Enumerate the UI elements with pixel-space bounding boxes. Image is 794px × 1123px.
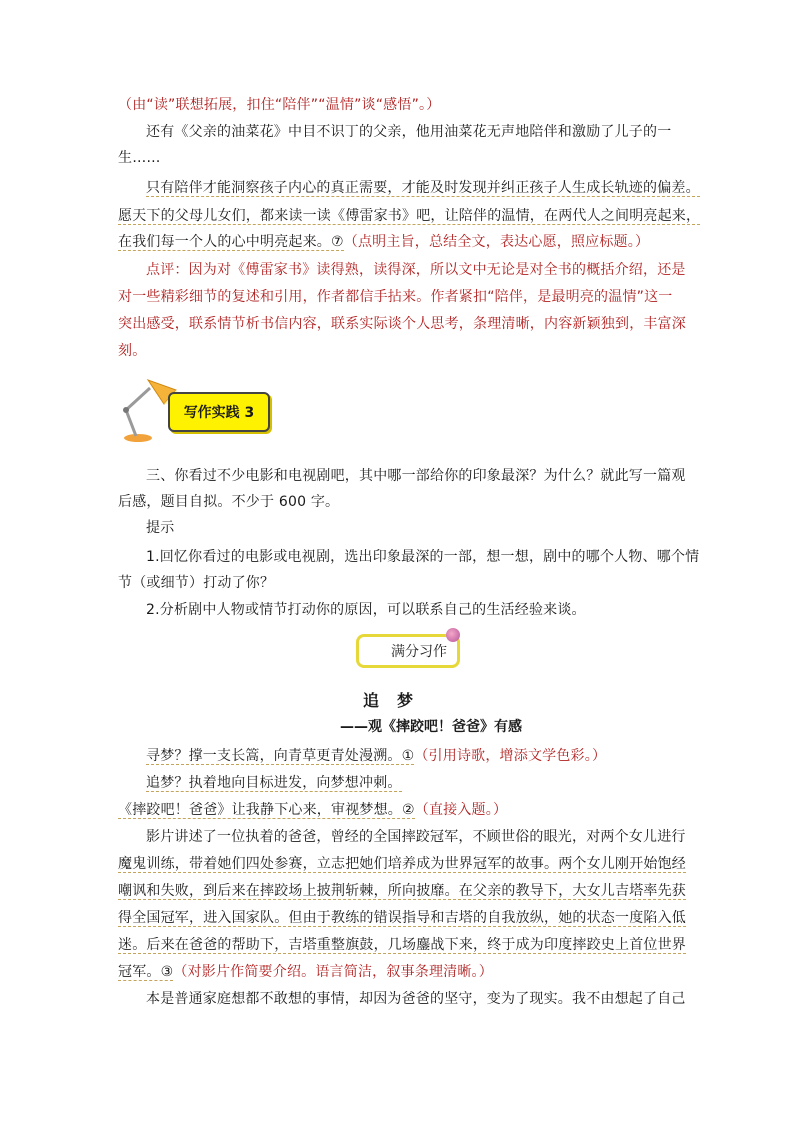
underlined-text: 迷。后来在爸爸的帮助下，吉塔重整旗鼓，几场鏖战下来，终于成为印度摔跤史上首位世界 (118, 937, 686, 953)
paragraph-line (118, 230, 678, 254)
badge-ornament-icon (446, 628, 460, 642)
comment-line: 突出感受，联系情节析书信内容，联系实际谈个人思考，条理清晰，内容新颖独到，丰富深 (118, 316, 686, 332)
hint-line: 1.回忆你看过的电影或电视剧，选出印象最深的一部，想一想，剧中的哪个人物、哪个情 (146, 549, 700, 565)
essay-line (118, 879, 686, 903)
section-label: 写作实践 3 (183, 405, 255, 421)
underlined-text: 嘲讽和失败，到后来在摔跤场上披荆斩棘，所向披靡。在父亲的教导下，大女儿吉塔率先获 (118, 883, 686, 899)
underlined-text: 《摔跤吧！爸爸》让我静下心来，审视梦想。② (118, 802, 415, 818)
essay-line (118, 798, 678, 822)
essay-title: 追梦 (362, 691, 431, 710)
comment-line: 点评：因为对《傅雷家书》读得熟，读得深，所以文中无论是对全书的概括介绍，还是 (146, 262, 686, 278)
hint-label: 提示 (146, 520, 175, 536)
essay-line: 影片讲述了一位执着的爸爸，曾经的全国摔跤冠军，不顾世俗的眼光，对两个女儿进行 (146, 829, 686, 845)
section-header (168, 392, 270, 432)
comment-line: 对一些精彩细节的复述和引用，作者都信手拈来。作者紧扣“陪伴，是最明亮的温情”这一 (118, 289, 673, 305)
paragraph-line (118, 204, 701, 228)
underlined-text: 得全国冠军，进入国家队。但由于教练的错误指导和吉塔的自我放纵，她的状态一度陷入低 (118, 910, 686, 926)
paragraph-line: 还有《父亲的油菜花》中目不识丁的父亲，他用油菜花无声地陪伴和激励了儿子的一 (146, 124, 672, 140)
task-line: 后感，题目自拟。不少于 600 字。 (118, 494, 340, 510)
essay-line (118, 906, 686, 930)
task-line: 三、你看过不少电影和电视剧吧，其中哪一部给你的印象最深？为什么？就此写一篇观 (146, 468, 686, 484)
annotation-note: （由“读”联想拓展，扣住“陪伴”“温情”谈“感悟”。） (118, 97, 441, 113)
essay-line (118, 771, 678, 795)
paragraph-line: 生…… (118, 150, 161, 166)
underlined-text: 只有陪伴才能洞察孩子内心的真正需要，才能及时发现并纠正孩子人生成长轨迹的偏差。 (146, 180, 700, 196)
essay-subtitle: ——观《摔跤吧！爸爸》有感 (340, 719, 522, 735)
annotation-note: （点明主旨，总结全文，表达心愿，照应标题。） (343, 234, 650, 250)
essay-line (118, 852, 686, 876)
underlined-text: 寻梦？撑一支长篙，向青草更青处漫溯。① (146, 748, 415, 764)
hint-line: 2.分析剧中人物或情节打动你的原因，可以联系自己的生活经验来谈。 (146, 602, 586, 618)
annotation-note: （对影片作简要介绍。语言简洁，叙事条理清晰。） (173, 964, 493, 980)
essay-line (118, 933, 686, 957)
hint-line: 节（或细节）打动了你？ (118, 575, 275, 591)
underlined-text: 在我们每一个人的心中明亮起来。⑦ (118, 234, 344, 250)
underlined-text: 魔鬼训练，带着她们四处参赛，立志把她们培养成为世界冠军的故事。两个女儿刚开始饱经 (118, 856, 686, 872)
comment-line: 刻。 (118, 343, 147, 359)
underlined-text: 追梦？执着地向目标进发，向梦想冲刺。 (146, 775, 402, 791)
essay-line (118, 960, 678, 984)
underlined-text: 冠军。③ (118, 964, 174, 980)
essay-line: 本是普通家庭想都不敢想的事情，却因为爸爸的坚守，变为了现实。我不由想起了自己 (146, 991, 686, 1007)
underlined-text: 愿天下的父母儿女们，都来读一读《傅雷家书》吧，让陪伴的温情，在两代人之间明亮起来， (118, 208, 701, 224)
essay-line (118, 744, 678, 768)
essay-badge (356, 634, 460, 668)
badge-label: 满分习作 (391, 644, 447, 660)
paragraph-line (118, 176, 700, 200)
annotation-note: （直接入题。） (414, 802, 508, 818)
annotation-note: （引用诗歌，增添文学色彩。） (414, 748, 607, 764)
